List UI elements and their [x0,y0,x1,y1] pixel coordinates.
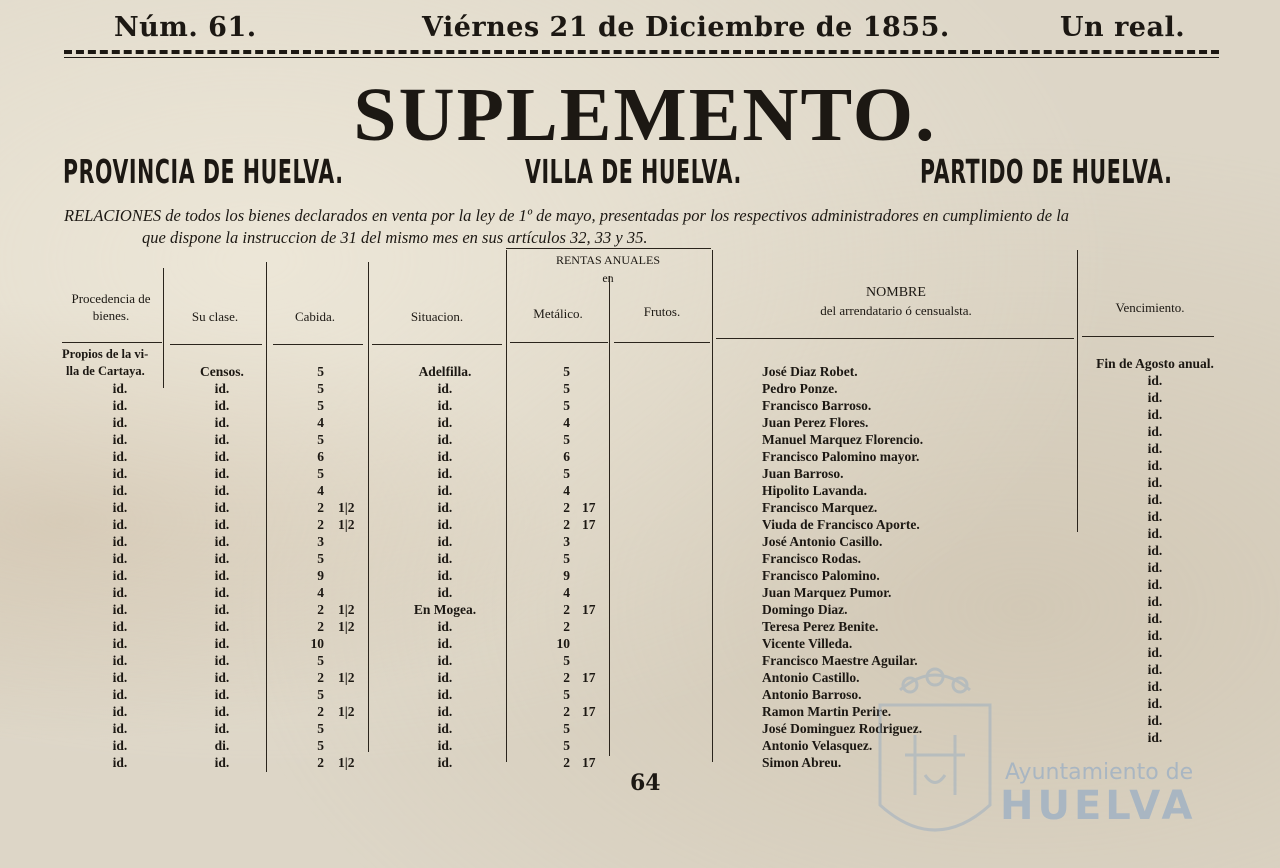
row-procedencia: id. [112,500,128,515]
row-cabida: 2 [317,602,324,617]
row-nombre: Juan Perez Flores. [762,415,869,430]
header-rule [170,344,262,345]
row-situacion: id. [437,619,453,634]
row-clase: id. [214,483,230,498]
row-cabida: 4 [317,415,324,430]
row-situacion: id. [437,415,453,430]
row-nombre: Viuda de Francisco Aporte. [762,517,920,532]
row-procedencia: id. [112,381,128,396]
row-procedencia: id. [112,466,128,481]
row-nombre: Juan Marquez Pumor. [762,585,892,600]
row-situacion: id. [437,483,453,498]
row-metalico-fraccion: 17 [582,670,596,685]
col-rentas: RENTAS ANUALES [555,253,661,267]
row-metalico: 4 [563,483,570,498]
col-clase: Su clase. [191,309,239,324]
row-nombre: Juan Barroso. [762,466,844,481]
row-situacion: id. [437,670,453,685]
row-cabida: 5 [317,687,324,702]
row-clase: id. [214,687,230,702]
row-nombre: Manuel Marquez Florencio. [762,432,924,447]
row-clase: id. [214,636,230,651]
row-situacion: Adelfilla. [418,364,472,379]
row-metalico: 5 [563,687,570,702]
column-divider [266,262,267,772]
row-metalico-fraccion: 17 [582,602,596,617]
row-metalico: 5 [563,381,570,396]
column-divider [1077,250,1078,532]
row-cabida: 2 [317,619,324,634]
row-cabida: 5 [317,432,324,447]
row-vencimiento: id. [1147,492,1163,507]
row-metalico: 4 [563,415,570,430]
issue-date: Viérnes 21 de Diciembre de 1855. [422,12,950,43]
row-procedencia: id. [112,636,128,651]
row-vencimiento: id. [1147,458,1163,473]
row-situacion: id. [437,432,453,447]
row-metalico: 3 [563,534,570,549]
row-situacion: id. [437,738,453,753]
row-cabida: 5 [317,721,324,736]
row-metalico: 2 [563,602,570,617]
row-nombre: Domingo Diaz. [762,602,848,617]
col-cabida: Cabida. [294,309,336,324]
row-cabida: 4 [317,585,324,600]
row-situacion: id. [437,653,453,668]
row-cabida-fraccion: 1|2 [338,755,355,770]
row-metalico: 5 [563,432,570,447]
row-procedencia: id. [112,432,128,447]
row-cabida: 5 [317,551,324,566]
row-procedencia: id. [112,721,128,736]
row-vencimiento: Fin de Agosto anual. [1096,356,1214,371]
row-metalico: 2 [563,670,570,685]
row-procedencia: id. [112,755,128,770]
masthead-line [0,12,1280,52]
row-procedencia: id. [112,653,128,668]
row-cabida: 5 [317,738,324,753]
row-situacion: id. [437,755,453,770]
row-nombre: Simon Abreu. [762,755,842,770]
row-vencimiento: id. [1147,441,1163,456]
header-rule [372,344,502,345]
row-metalico: 4 [563,585,570,600]
row-clase: id. [214,721,230,736]
row-metalico: 5 [563,721,570,736]
row-cabida: 5 [317,653,324,668]
masthead-rule [64,50,1219,54]
row-procedencia: id. [112,449,128,464]
row-metalico: 2 [563,704,570,719]
row-nombre: José Diaz Robet. [762,364,858,379]
header-rule [716,338,1074,339]
row-cabida-fraccion: 1|2 [338,500,355,515]
row-cabida: 2 [317,755,324,770]
watermark-line-2: HUELVA [1000,783,1197,829]
row-metalico: 2 [563,500,570,515]
row-nombre: Francisco Marquez. [762,500,878,515]
row-metalico-fraccion: 17 [582,500,596,515]
row-nombre: Francisco Palomino mayor. [762,449,920,464]
row-vencimiento: id. [1147,696,1163,711]
row-clase: id. [214,432,230,447]
procedencia-line-1: Propios de la vi- [62,347,149,361]
row-clase: id. [214,619,230,634]
row-situacion: id. [437,704,453,719]
subhead-provincia: PROVINCIA DE HUELVA. [63,152,344,191]
row-vencimiento: id. [1147,373,1163,388]
column-divider [163,268,164,388]
row-metalico: 5 [563,551,570,566]
row-situacion: id. [437,721,453,736]
row-situacion: En Mogea. [413,602,477,617]
row-procedencia: id. [112,551,128,566]
row-procedencia: id. [112,738,128,753]
row-vencimiento: id. [1147,390,1163,405]
row-clase: id. [214,500,230,515]
row-clase: id. [214,534,230,549]
row-cabida: 2 [317,670,324,685]
procedencia-line-2: lla de Cartaya. [66,364,145,378]
header-rule [614,342,710,343]
col-rentas-en: en [602,271,614,285]
row-clase: id. [214,551,230,566]
row-cabida: 5 [317,466,324,481]
row-cabida-fraccion: 1|2 [338,670,355,685]
row-clase: id. [214,670,230,685]
subheads [0,152,1280,202]
row-metalico-fraccion: 17 [582,517,596,532]
row-procedencia: id. [112,670,128,685]
issue-number: Núm. 61. [114,12,257,43]
row-metalico: 5 [563,364,570,379]
row-metalico: 5 [563,466,570,481]
row-cabida-fraccion: 1|2 [338,602,355,617]
row-clase: id. [214,466,230,481]
row-vencimiento: id. [1147,594,1163,609]
row-vencimiento: id. [1147,560,1163,575]
row-situacion: id. [437,449,453,464]
row-vencimiento: id. [1147,645,1163,660]
row-procedencia: id. [112,398,128,413]
row-clase: id. [214,704,230,719]
row-clase: id. [214,653,230,668]
row-procedencia: id. [112,517,128,532]
row-nombre: Pedro Ponze. [762,381,838,396]
intro-line-1: RELACIONES de todos los bienes declarados en venta por la ley de 1º de mayo, presentadas por los respectivos administradores en cumplimiento de la [64,206,1070,225]
row-situacion: id. [437,568,453,583]
column-divider [712,250,713,762]
row-situacion: id. [437,534,453,549]
row-cabida: 4 [317,483,324,498]
row-clase: id. [214,398,230,413]
row-metalico: 2 [563,517,570,532]
row-clase: id. [214,755,230,770]
row-metalico: 6 [563,449,570,464]
row-situacion: id. [437,500,453,515]
row-nombre: Ramon Martin Perire. [762,704,892,719]
row-vencimiento: id. [1147,628,1163,643]
row-procedencia: id. [112,534,128,549]
row-situacion: id. [437,398,453,413]
watermark-line-1: Ayuntamiento de [1005,760,1194,785]
row-procedencia: id. [112,602,128,617]
col-metalico: Metálico. [533,306,583,321]
row-vencimiento: id. [1147,475,1163,490]
row-cabida-fraccion: 1|2 [338,517,355,532]
issue-price: Un real. [1060,12,1186,43]
row-nombre: Antonio Velasquez. [762,738,873,753]
row-nombre: Francisco Palomino. [762,568,880,583]
row-clase: id. [214,415,230,430]
row-vencimiento: id. [1147,543,1163,558]
col-nombre-sub: del arrendatario ó censualsta. [820,303,972,318]
row-vencimiento: id. [1147,611,1163,626]
row-cabida: 2 [317,517,324,532]
row-clase: id. [214,568,230,583]
row-metalico: 2 [563,619,570,634]
row-nombre: Antonio Barroso. [762,687,862,702]
col-frutos: Frutos. [643,304,681,319]
row-vencimiento: id. [1147,509,1163,524]
header-rule [273,344,363,345]
row-procedencia: id. [112,704,128,719]
row-cabida: 5 [317,398,324,413]
row-clase: Censos. [200,364,244,379]
col-procedencia: Procedencia de bienes. [71,291,151,323]
row-cabida: 9 [317,568,324,583]
col-nombre: NOMBRE [866,285,926,300]
row-nombre: Francisco Rodas. [762,551,861,566]
column-divider [506,250,507,762]
row-metalico: 5 [563,398,570,413]
row-situacion: id. [437,517,453,532]
row-procedencia: id. [112,415,128,430]
row-cabida: 3 [317,534,324,549]
row-nombre: José Dominguez Rodriguez. [762,721,923,736]
masthead-rule-thin [64,57,1219,58]
row-cabida: 10 [310,636,324,651]
row-clase: id. [214,381,230,396]
row-metalico: 10 [556,636,570,651]
row-metalico: 9 [563,568,570,583]
column-divider [368,262,369,752]
col-situacion: Situacion. [410,309,464,324]
row-situacion: id. [437,585,453,600]
row-nombre: Antonio Castillo. [762,670,860,685]
row-cabida-fraccion: 1|2 [338,704,355,719]
header-rule [1082,336,1214,337]
row-vencimiento: id. [1147,526,1163,541]
row-vencimiento: id. [1147,407,1163,422]
row-vencimiento: id. [1147,679,1163,694]
row-nombre: José Antonio Casillo. [762,534,883,549]
row-clase: id. [214,517,230,532]
intro-paragraph [64,205,1224,249]
row-vencimiento: id. [1147,577,1163,592]
row-vencimiento: id. [1147,713,1163,728]
row-situacion: id. [437,551,453,566]
row-situacion: id. [437,466,453,481]
row-procedencia: id. [112,568,128,583]
row-clase: id. [214,585,230,600]
row-procedencia: id. [112,483,128,498]
row-vencimiento: id. [1147,424,1163,439]
row-procedencia: id. [112,619,128,634]
header-rule [62,342,162,343]
intro-line-2: que dispone la instruccion de 31 del mismo mes en sus artículos 32, 33 y 35. [142,228,648,247]
row-vencimiento: id. [1147,662,1163,677]
row-metalico: 5 [563,738,570,753]
page-number: 64 [630,770,661,796]
row-metalico-fraccion: 17 [582,704,596,719]
row-situacion: id. [437,381,453,396]
row-cabida: 2 [317,704,324,719]
row-clase: id. [214,602,230,617]
row-metalico: 2 [563,755,570,770]
col-vencimiento: Vencimiento. [1115,300,1185,315]
row-nombre: Teresa Perez Benite. [762,619,879,634]
row-cabida: 5 [317,364,324,379]
header-rule [510,342,608,343]
subhead-partido: PARTIDO DE HUELVA. [920,152,1173,191]
header-rule-rentas [506,248,711,249]
row-nombre: Francisco Barroso. [762,398,872,413]
subhead-villa: VILLA DE HUELVA. [525,152,742,191]
row-vencimiento: id. [1147,730,1163,745]
row-situacion: id. [437,687,453,702]
row-situacion: id. [437,636,453,651]
row-cabida-fraccion: 1|2 [338,619,355,634]
row-cabida: 2 [317,500,324,515]
row-nombre: Hipolito Lavanda. [762,483,868,498]
row-nombre: Francisco Maestre Aguilar. [762,653,918,668]
row-clase: id. [214,449,230,464]
row-cabida: 5 [317,381,324,396]
row-metalico-fraccion: 17 [582,755,596,770]
row-clase: di. [214,738,230,753]
row-procedencia: id. [112,585,128,600]
row-nombre: Vicente Villeda. [762,636,853,651]
page-title: SUPLEMENTO. [353,73,937,157]
row-metalico: 5 [563,653,570,668]
row-procedencia: id. [112,687,128,702]
row-cabida: 6 [317,449,324,464]
